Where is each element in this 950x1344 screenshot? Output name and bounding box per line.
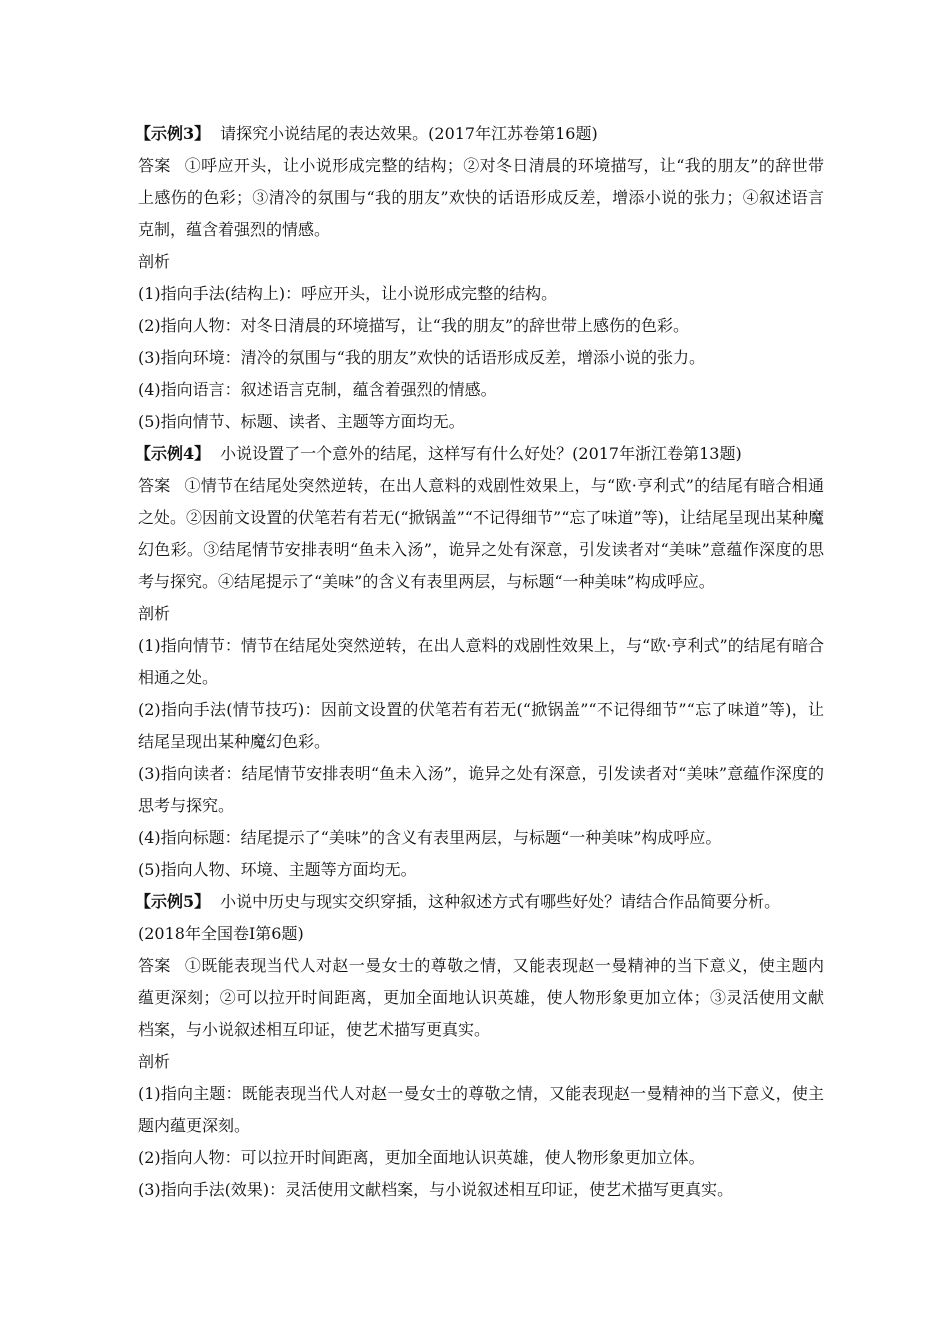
- analysis-point: (1)指向情节：情节在结尾处突然逆转，在出人意料的戏剧性效果上，与“欧·亨利式”的结尾有暗合相通之处。: [138, 636, 824, 687]
- analysis-label: 剖析: [138, 604, 171, 623]
- example-question: 小说中历史与现实交织穿插，这种叙述方式有哪些好处？请结合作品简要分析。: [220, 892, 781, 911]
- analysis-point: (3)指向手法(效果)：灵活使用文献档案，与小说叙述相互印证，使艺术描写更真实。: [138, 1180, 734, 1199]
- answer-text: ①情节在结尾处突然逆转，在出人意料的戏剧性效果上，与“欧·亨利式”的结尾有暗合相通之处。②因前文设置的伏笔若有若无(“掀锅盖”“不记得细节”“忘了味道”等)，让结尾呈现出某种魔幻色彩。③结尾情节安排表明“鱼未入汤”，诡异之处有深意，引发读者对“美味”意蕴作深度的思考与探究。④结尾提示了“美味”的含义有表里两层，与标题“一种美味”构成呼应。: [138, 476, 824, 591]
- analysis-point: (4)指向语言：叙述语言克制，蕴含着强烈的情感。: [138, 380, 497, 399]
- example-tag: 【示例3】: [135, 124, 211, 143]
- example-heading: [135, 118, 824, 150]
- document-page: [135, 118, 824, 1206]
- analysis-point: (5)指向情节、标题、读者、主题等方面均无。: [138, 412, 465, 431]
- analysis-point: (3)指向环境：清冷的氛围与“我的朋友”欢快的话语形成反差，增添小说的张力。: [138, 348, 706, 367]
- answer-paragraph: [138, 950, 824, 1046]
- example-question-source: (2018年全国卷Ⅰ第6题): [138, 924, 304, 943]
- analysis-point: (2)指向人物：对冬日清晨的环境描写，让“我的朋友”的辞世带上感伤的色彩。: [138, 316, 690, 335]
- example-heading: [135, 438, 824, 470]
- example-question: 请探究小说结尾的表达效果。(2017年江苏卷第16题): [220, 124, 598, 143]
- analysis-point: (2)指向手法(情节技巧)：因前文设置的伏笔若有若无(“掀锅盖”“不记得细节”“忘了味道”等)，让结尾呈现出某种魔幻色彩。: [138, 700, 824, 751]
- example-3: [135, 118, 824, 438]
- answer-text: ①呼应开头，让小说形成完整的结构；②对冬日清晨的环境描写，让“我的朋友”的辞世带上感伤的色彩；③清冷的氛围与“我的朋友”欢快的话语形成反差，增添小说的张力；④叙述语言克制，蕴含着强烈的情感。: [138, 156, 824, 239]
- example-question: 小说设置了一个意外的结尾，这样写有什么好处？(2017年浙江卷第13题): [220, 444, 742, 463]
- analysis-label: 剖析: [138, 1052, 171, 1071]
- example-4: [135, 438, 824, 886]
- analysis-point: (4)指向标题：结尾提示了“美味”的含义有表里两层，与标题“一种美味”构成呼应。: [138, 828, 722, 847]
- example-tag: 【示例4】: [135, 444, 211, 463]
- answer-text: ①既能表现当代人对赵一曼女士的尊敬之情，又能表现赵一曼精神的当下意义，使主题内蕴更深刻；②可以拉开时间距离，更加全面地认识英雄，使人物形象更加立体；③灵活使用文献档案，与小说叙述相互印证，使艺术描写更真实。: [138, 956, 824, 1039]
- example-tag: 【示例5】: [135, 892, 211, 911]
- analysis-point: (3)指向读者：结尾情节安排表明“鱼未入汤”，诡异之处有深意，引发读者对“美味”意蕴作深度的思考与探究。: [138, 764, 824, 815]
- analysis-point: (5)指向人物、环境、主题等方面均无。: [138, 860, 417, 879]
- answer-label: 答案: [138, 156, 171, 175]
- answer-paragraph: [138, 470, 824, 598]
- answer-label: 答案: [138, 956, 171, 975]
- analysis-point: (2)指向人物：可以拉开时间距离，更加全面地认识英雄，使人物形象更加立体。: [138, 1148, 705, 1167]
- analysis-point: (1)指向主题：既能表现当代人对赵一曼女士的尊敬之情，又能表现赵一曼精神的当下意义，使主题内蕴更深刻。: [138, 1084, 824, 1135]
- answer-paragraph: [138, 150, 824, 246]
- analysis-label: 剖析: [138, 252, 171, 271]
- example-heading: [135, 886, 824, 918]
- example-5: [135, 886, 824, 1206]
- analysis-point: (1)指向手法(结构上)：呼应开头，让小说形成完整的结构。: [138, 284, 558, 303]
- answer-label: 答案: [138, 476, 171, 495]
